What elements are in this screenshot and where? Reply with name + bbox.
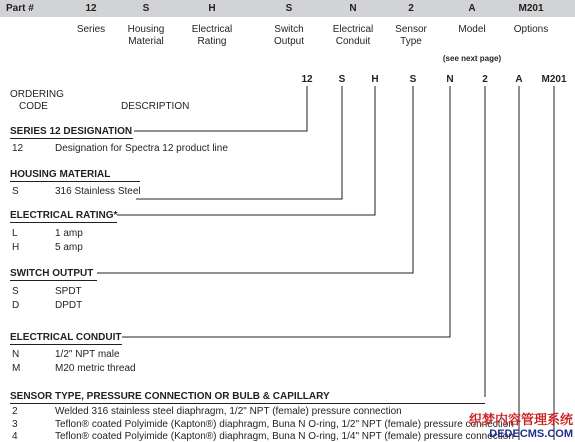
output-desc-d: DPDT xyxy=(55,300,83,311)
field-housing-line2: Material xyxy=(128,36,164,47)
example-code-conduit: N xyxy=(446,74,454,85)
section-title-series: SERIES 12 DESIGNATION xyxy=(10,126,133,137)
field-rating-line2: Rating xyxy=(197,36,227,47)
conduit-code-n: N xyxy=(12,349,20,360)
header-code-rating: H xyxy=(208,3,216,14)
output-code-d: D xyxy=(12,300,20,311)
section-title-output: SWITCH OUTPUT xyxy=(10,268,94,279)
header-code-conduit: N xyxy=(349,3,357,14)
header-code-options: M201 xyxy=(518,3,544,14)
field-rating-line1: Electrical xyxy=(191,24,233,35)
example-code-rating: H xyxy=(371,74,379,85)
rating-code-l: L xyxy=(12,228,18,239)
section-title-rating: ELECTRICAL RATING* xyxy=(10,210,118,221)
field-conduit-line1: Electrical xyxy=(332,24,374,35)
field-conduit-line2: Conduit xyxy=(335,36,371,47)
sensor-code-3: 3 xyxy=(12,419,18,430)
output-code-s: S xyxy=(12,286,19,297)
header-code-series: 12 xyxy=(85,3,97,14)
example-code-options: M201 xyxy=(541,74,567,85)
field-series: Series xyxy=(76,24,106,35)
header-code-sensor: 2 xyxy=(408,3,414,14)
conduit-desc-m: M20 metric thread xyxy=(55,363,136,374)
sensor-desc-2: Welded 316 stainless steel diaphragm, 1/2" NPT (female) pressure connection xyxy=(55,406,402,417)
rating-code-h: H xyxy=(12,242,20,253)
section-underline-sensor xyxy=(10,403,485,404)
section-title-sensor: SENSOR TYPE, PRESSURE CONNECTION OR BULB & CAPILLARY xyxy=(10,391,330,402)
column-description: DESCRIPTION xyxy=(121,101,190,112)
section-underline-rating xyxy=(10,222,117,223)
column-code: CODE xyxy=(19,101,48,112)
example-code-series: 12 xyxy=(301,74,313,85)
field-output-line1: Switch xyxy=(274,24,304,35)
field-housing-line1: Housing xyxy=(127,24,165,35)
rating-desc-l: 1 amp xyxy=(55,228,83,239)
example-code-model: A xyxy=(515,74,523,85)
conduit-code-m: M xyxy=(12,363,21,374)
example-code-housing: S xyxy=(338,74,346,85)
section-underline-series xyxy=(10,138,133,139)
section-title-housing: HOUSING MATERIAL xyxy=(10,169,111,180)
section-underline-output xyxy=(10,280,97,281)
example-code-output: S xyxy=(409,74,417,85)
housing-code-s: S xyxy=(12,186,19,197)
housing-desc-s: 316 Stainless Steel xyxy=(55,186,141,197)
sensor-desc-3: Teflon® coated Polyimide (Kapton®) diaphragm, Buna N O-ring, 1/2" NPT (female) pressure connection xyxy=(55,419,514,430)
header-code-output: S xyxy=(285,3,293,14)
sensor-desc-4: Teflon® coated Polyimide (Kapton®) diaphragm, Buna N O-ring, 1/4" NPT (female) pressure connection xyxy=(55,431,514,442)
field-options: Options xyxy=(513,24,549,35)
series-code-12: 12 xyxy=(12,143,24,154)
conduit-desc-n: 1/2" NPT male xyxy=(55,349,120,360)
field-sensor-line1: Sensor xyxy=(395,24,427,35)
column-ordering: ORDERING xyxy=(10,89,64,100)
sensor-code-2: 2 xyxy=(12,406,18,417)
field-sensor-line2: Type xyxy=(400,36,422,47)
rating-desc-h: 5 amp xyxy=(55,242,83,253)
part-label: Part # xyxy=(6,3,34,14)
section-title-conduit: ELECTRICAL CONDUIT xyxy=(10,332,122,343)
watermark-chinese: 织梦内容管理系统 xyxy=(468,412,573,427)
header-code-housing: S xyxy=(142,3,150,14)
header-code-model: A xyxy=(468,3,476,14)
output-desc-s: SPDT xyxy=(55,286,82,297)
model-note: (see next page) xyxy=(442,54,502,63)
section-underline-conduit xyxy=(10,344,122,345)
series-desc-12: Designation for Spectra 12 product line xyxy=(55,143,228,154)
watermark-dedecms: DEDECMS.COM xyxy=(489,428,573,440)
field-output-line2: Output xyxy=(273,36,305,47)
example-code-sensor: 2 xyxy=(482,74,488,85)
field-model: Model xyxy=(458,24,486,35)
section-underline-housing xyxy=(10,181,140,182)
sensor-code-4: 4 xyxy=(12,431,18,442)
